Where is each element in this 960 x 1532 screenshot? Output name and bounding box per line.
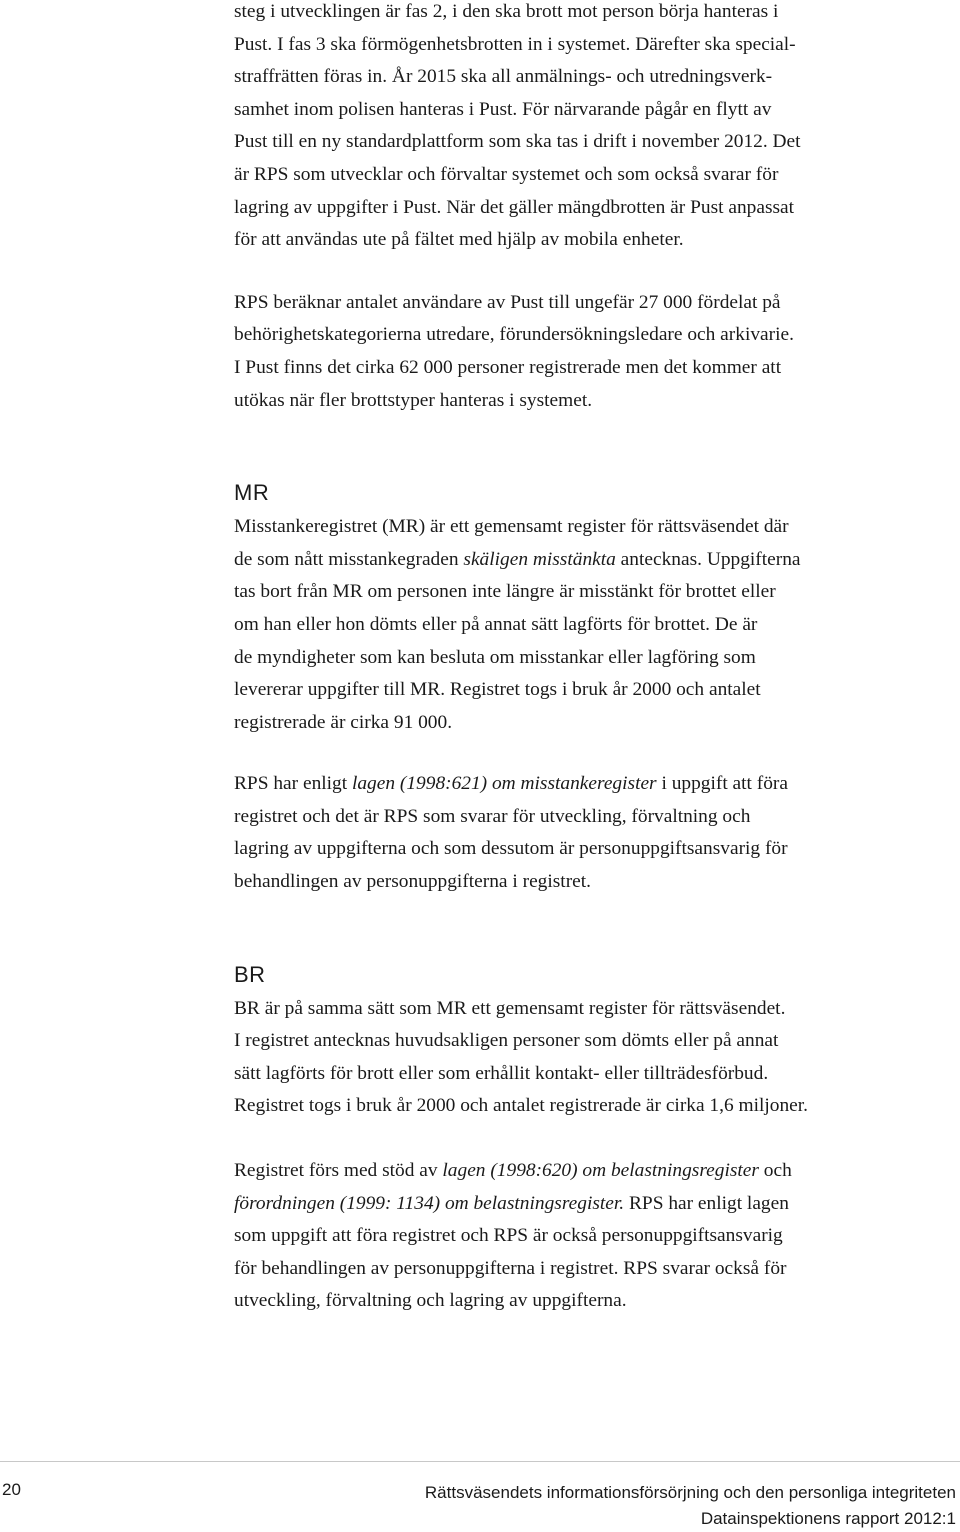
text-line	[234, 544, 956, 577]
text-line: de myndigheter som kan besluta om misstankar eller lagföring som	[234, 646, 756, 668]
italic-law-reference: lagen (1998:621) om misstankeregister	[351, 773, 657, 795]
mr-paragraph-2	[234, 768, 956, 898]
text-line: Pust. I fas 3 ska förmögenhetsbrotten in i systemet. Därefter ska special-	[234, 33, 796, 55]
text-line: I Pust finns det cirka 62 000 personer registrerade men det kommer att	[234, 356, 782, 378]
mr-heading: MR	[234, 480, 270, 506]
text-line: lagring av uppgifter i Pust. När det gäller mängdbrotten är Pust anpassat	[234, 196, 795, 218]
text-line: som uppgift att föra registret och RPS är också personuppgiftsansvarig	[234, 1225, 783, 1247]
text-line: Misstankeregistret (MR) är ett gemensamt register för rättsväsendet där	[234, 516, 789, 538]
text-run: Registret förs med stöd av	[234, 1160, 443, 1182]
text-line: Pust till en ny standardplattform som ska tas i drift i november 2012. Det	[234, 131, 801, 153]
text-run: och	[758, 1160, 792, 1182]
text-run: i uppgift att föra	[656, 773, 788, 795]
page-body	[234, 0, 956, 1318]
footer-report: Datainspektionens rapport 2012:1	[700, 1509, 956, 1528]
footer-title: Rättsväsendets informationsförsörjning och den personliga integriteten	[424, 1483, 956, 1502]
text-line: om han eller hon dömts eller på annat sätt lagförts för brottet. De är	[234, 613, 758, 635]
text-line: samhet inom polisen hanteras i Pust. För närvarande pågår en flytt av	[234, 98, 772, 120]
italic-law-reference: förordningen (1999: 1134) om belastningsregister.	[234, 1192, 625, 1214]
text-line: registrerade är cirka 91 000.	[234, 711, 453, 733]
mr-paragraph-1	[234, 511, 956, 739]
text-line: levererar uppgifter till MR. Registret togs i bruk år 2000 och antalet	[234, 679, 761, 701]
br-paragraph-2	[234, 1155, 956, 1318]
text-run: antecknas. Uppgifterna	[615, 548, 801, 570]
text-line: behandlingen av personuppgifterna i registret.	[234, 871, 591, 893]
text-line: är RPS som utvecklar och förvaltar systemet och som också svarar för	[234, 163, 779, 185]
text-line: behörighetskategorierna utredare, förundersökningsledare och arkivarie.	[234, 324, 794, 346]
br-heading: BR	[234, 961, 266, 987]
text-line: straffrätten föras in. År 2015 ska all anmälnings- och utredningsverk-	[234, 66, 773, 88]
footer-divider	[0, 1461, 960, 1462]
text-line: sätt lagförts för brott eller som erhållit kontakt- eller tillträdesförbud.	[234, 1062, 769, 1084]
text-line: för att användas ute på fältet med hjälp av mobila enheter.	[234, 229, 684, 251]
text-line: steg i utvecklingen är fas 2, i den ska brott mot person börja hanteras i	[234, 1, 779, 22]
page-number: 20	[2, 1480, 21, 1499]
text-line: för behandlingen av personuppgifterna i registret. RPS svarar också för	[234, 1257, 787, 1279]
text-run: RPS har enligt	[234, 773, 352, 795]
italic-term: skäligen misstänkta	[463, 548, 616, 570]
text-line: lagring av uppgifterna och som dessutom är personuppgiftsansvarig för	[234, 838, 788, 860]
footer	[425, 1480, 956, 1532]
text-line	[234, 768, 956, 801]
text-line	[234, 1188, 956, 1221]
text-line: tas bort från MR om personen inte längre är misstänkt för brottet eller	[234, 581, 776, 603]
rps-users-paragraph	[234, 287, 956, 417]
text-line	[234, 1155, 956, 1188]
text-line: utökas när fler brottstyper hanteras i systemet.	[234, 389, 593, 411]
br-section	[234, 959, 956, 1318]
text-line: BR är på samma sätt som MR ett gemensamt register för rättsväsendet.	[234, 997, 786, 1019]
text-run: de som nått misstankegraden	[234, 548, 464, 570]
text-line: I registret antecknas huvudsakligen personer som dömts eller på annat	[234, 1030, 779, 1052]
text-line: RPS beräknar antalet användare av Pust till ungefär 27 000 fördelat på	[234, 291, 781, 313]
text-line: utveckling, förvaltning och lagring av uppgifterna.	[234, 1290, 627, 1312]
text-line: Registret togs i bruk år 2000 och antalet registrerade är cirka 1,6 miljoner.	[234, 1095, 808, 1117]
italic-law-reference: lagen (1998:620) om belastningsregister	[442, 1160, 759, 1182]
text-line: registret och det är RPS som svarar för utveckling, förvaltning och	[234, 805, 751, 827]
br-paragraph-1	[234, 993, 956, 1123]
intro-paragraph	[234, 0, 956, 257]
mr-section	[234, 477, 956, 899]
text-run: RPS har enligt lagen	[624, 1192, 789, 1214]
